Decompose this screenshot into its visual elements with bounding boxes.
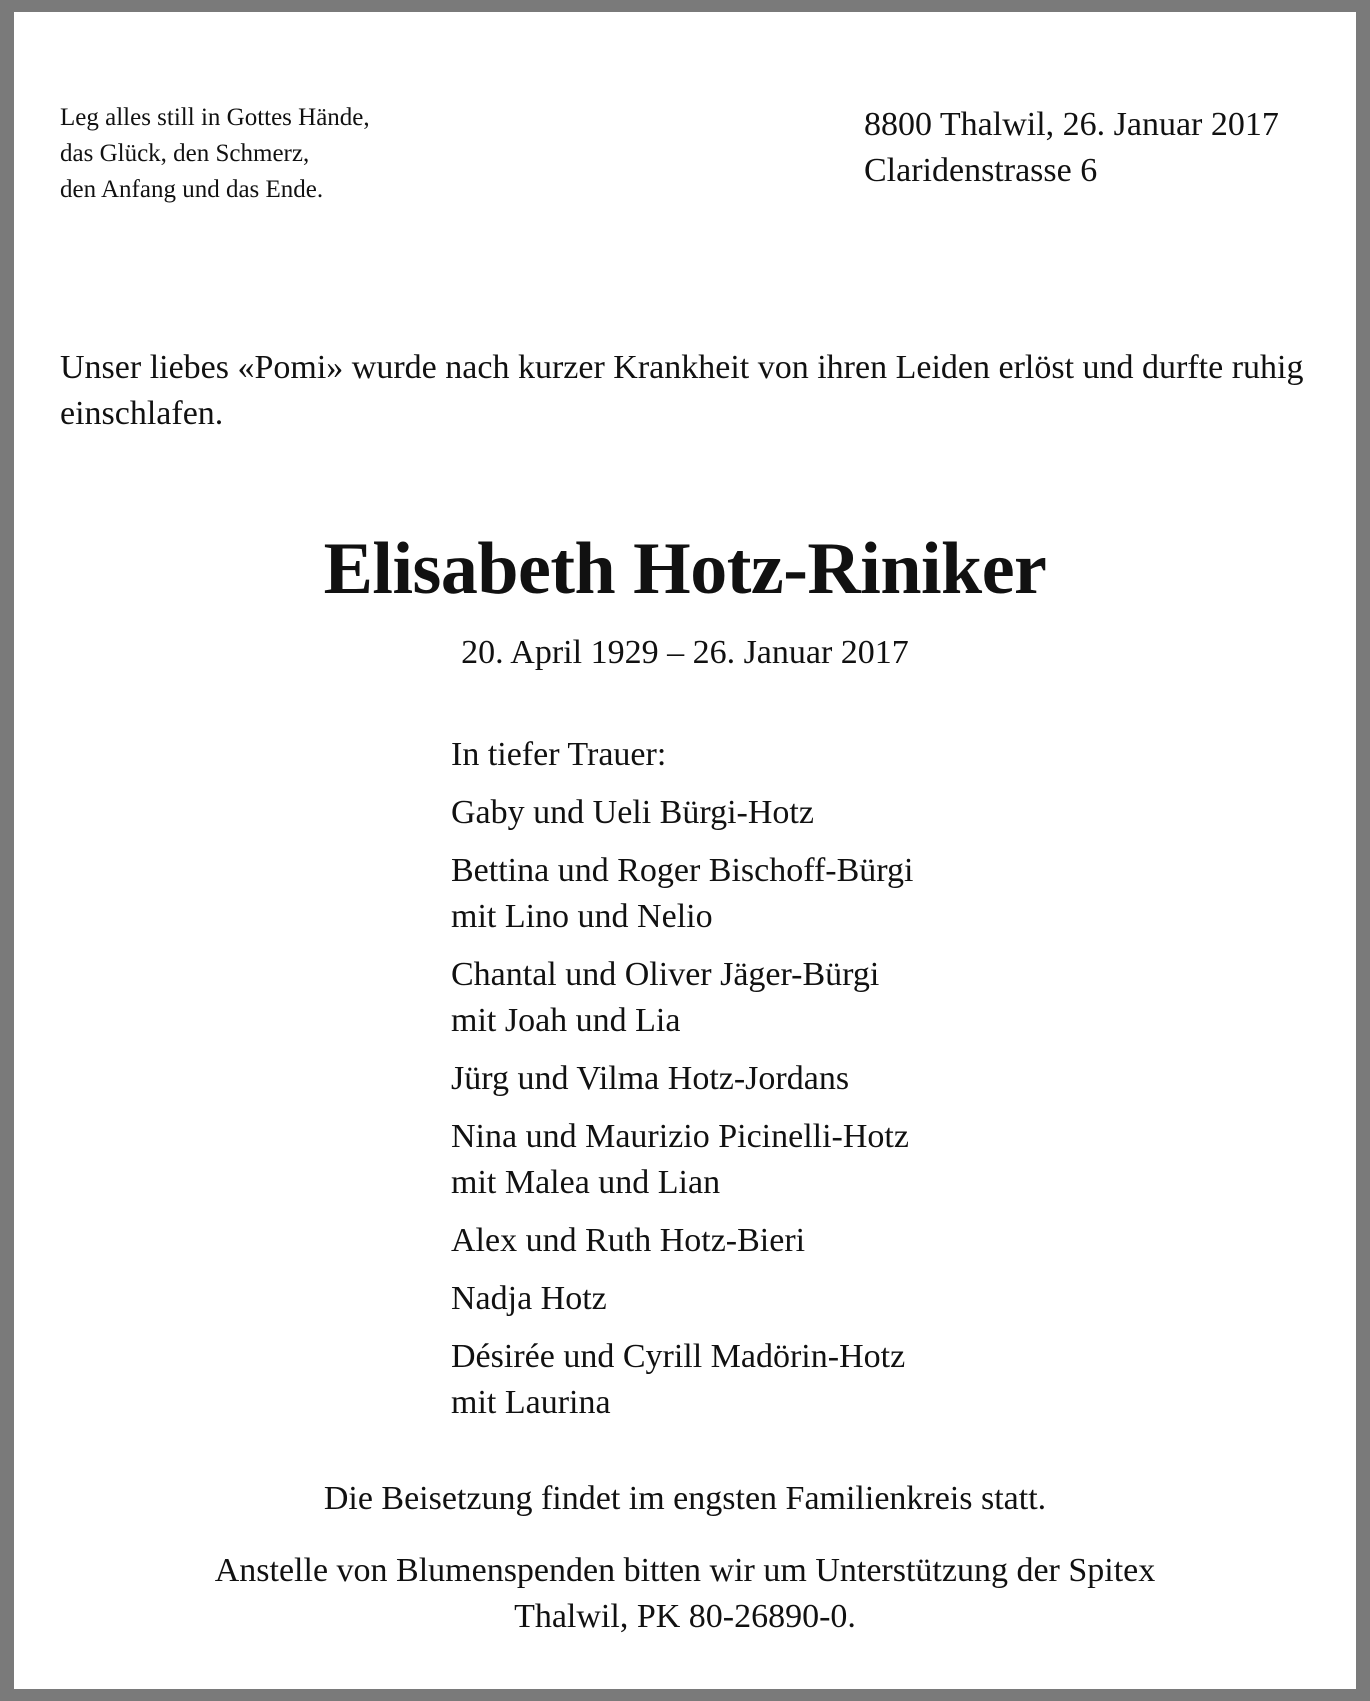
deceased-name: Elisabeth Hotz-Riniker	[323, 528, 1047, 610]
mourner-line: Gaby und Ueli Bürgi-Hotz	[451, 794, 814, 831]
mourner-group	[451, 1114, 913, 1206]
burial-notice: Die Beisetzung findet im engsten Familienkreis statt.	[323, 1480, 1047, 1517]
motto-line: das Glück, den Schmerz,	[60, 140, 310, 167]
mourner-group	[451, 1276, 913, 1322]
mourner-group	[451, 848, 913, 940]
intro-text: Unser liebes «Pomi» wurde nach kurzer Krankheit von ihren Leiden erlöst und durfte ruhig einschlafen.	[60, 349, 1304, 432]
place-date: 8800 Thalwil, 26. Januar 2017	[864, 106, 1279, 143]
mourner-line: Désirée und Cyrill Madörin-Hotz	[451, 1338, 906, 1375]
mourner-group	[451, 952, 913, 1044]
motto-line: den Anfang und das Ende.	[60, 176, 324, 203]
mourner-line: Bettina und Roger Bischoff-Bürgi	[451, 852, 914, 889]
mourner-group	[451, 1056, 913, 1102]
mourner-line: Alex und Ruth Hotz-Bieri	[451, 1222, 806, 1259]
mourner-line: Chantal und Oliver Jäger-Bürgi	[451, 956, 880, 993]
mourner-line: Jürg und Vilma Hotz-Jordans	[451, 1060, 850, 1097]
mourner-line: Nina und Maurizio Picinelli-Hotz	[451, 1118, 909, 1155]
mourners-list	[451, 732, 913, 1438]
mourner-group	[451, 1334, 913, 1426]
mourner-group	[451, 1218, 913, 1264]
street: Claridenstrasse 6	[864, 152, 1098, 189]
address-block	[864, 102, 1279, 194]
mourner-line: Nadja Hotz	[451, 1280, 607, 1317]
donation-line: Thalwil, PK 80-26890-0.	[514, 1598, 856, 1635]
life-dates: 20. April 1929 – 26. Januar 2017	[461, 634, 909, 671]
obituary-page	[14, 12, 1356, 1689]
donation-notice	[14, 1548, 1356, 1640]
motto-line: Leg alles still in Gottes Hände,	[60, 104, 370, 131]
mourner-line: mit Malea und Lian	[451, 1164, 721, 1201]
mourner-group	[451, 790, 913, 836]
mourner-line: mit Laurina	[451, 1384, 611, 1421]
mourner-line: mit Joah und Lia	[451, 1002, 681, 1039]
mourner-line: mit Lino und Nelio	[451, 898, 713, 935]
donation-line: Anstelle von Blumenspenden bitten wir um Unterstützung der Spitex	[214, 1552, 1156, 1589]
mourners-heading: In tiefer Trauer:	[451, 736, 667, 773]
motto-verse	[60, 100, 370, 208]
